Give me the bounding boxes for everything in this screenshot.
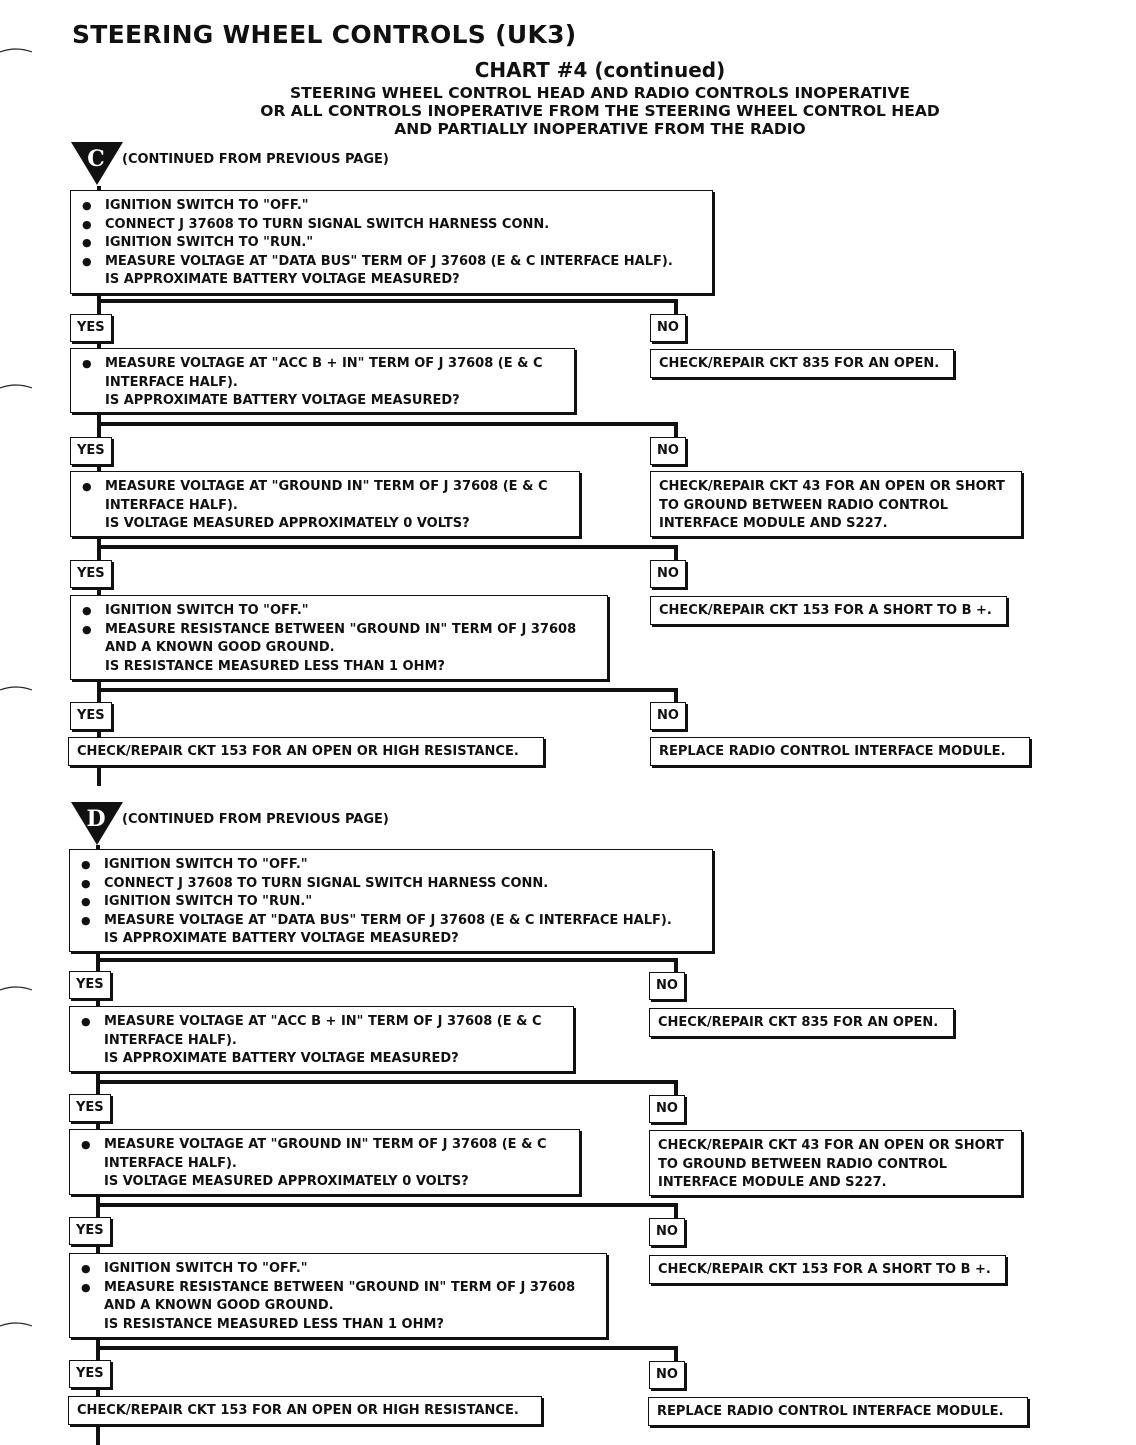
step-question: IS RESISTANCE MEASURED LESS THAN 1 OHM? bbox=[104, 1316, 444, 1332]
branch-connector bbox=[97, 688, 678, 692]
step-bullet: ● MEASURE RESISTANCE BETWEEN "GROUND IN" TERM OF J 37608 AND A KNOWN GOOD GROUND. bbox=[78, 1279, 598, 1316]
branch-connector bbox=[96, 958, 678, 962]
step-bullet: ● IGNITION SWITCH TO "OFF." bbox=[79, 602, 599, 621]
step-box-3 bbox=[69, 1129, 580, 1195]
step-box-2 bbox=[69, 1006, 574, 1072]
step-bullet: ● MEASURE RESISTANCE BETWEEN "GROUND IN" TERM OF J 37608 AND A KNOWN GOOD GROUND. bbox=[79, 621, 599, 658]
yes-label: YES bbox=[69, 1094, 111, 1122]
step-question: IS APPROXIMATE BATTERY VOLTAGE MEASURED? bbox=[105, 272, 460, 287]
no-label: NO bbox=[649, 1095, 685, 1123]
page-title: STEERING WHEEL CONTROLS (UK3) bbox=[72, 20, 577, 49]
branch-connector bbox=[97, 299, 678, 303]
branch-connector bbox=[96, 1203, 678, 1207]
step-box-3 bbox=[70, 471, 580, 537]
step-question: IS VOLTAGE MEASURED APPROXIMATELY 0 VOLTS? bbox=[104, 1174, 469, 1189]
yes-label: YES bbox=[70, 702, 112, 730]
step-question: IS APPROXIMATE BATTERY VOLTAGE MEASURED? bbox=[104, 1051, 459, 1066]
continued-note: (CONTINUED FROM PREVIOUS PAGE) bbox=[122, 152, 389, 167]
result-yes-final-box: CHECK/REPAIR CKT 153 FOR AN OPEN OR HIGH RESISTANCE. bbox=[68, 1396, 542, 1425]
step-bullet: ● IGNITION SWITCH TO "OFF." bbox=[78, 856, 704, 875]
chart-subtitle-line-3: AND PARTIALLY INOPERATIVE FROM THE RADIO bbox=[394, 120, 806, 138]
result-yes-final-box: CHECK/REPAIR CKT 153 FOR AN OPEN OR HIGH RESISTANCE. bbox=[68, 737, 544, 766]
result-no-box: CHECK/REPAIR CKT 153 FOR A SHORT TO B +. bbox=[650, 596, 1007, 625]
step-question: IS APPROXIMATE BATTERY VOLTAGE MEASURED? bbox=[104, 931, 459, 946]
no-label: NO bbox=[649, 1361, 685, 1389]
chart-subtitle-line-2: OR ALL CONTROLS INOPERATIVE FROM THE STEERING WHEEL CONTROL HEAD bbox=[260, 102, 940, 120]
step-box-4 bbox=[69, 1253, 607, 1338]
step-bullet: ● MEASURE VOLTAGE AT "DATA BUS" TERM OF J 37608 (E & C INTERFACE HALF). bbox=[78, 912, 704, 931]
step-bullet: ● IGNITION SWITCH TO "RUN." bbox=[78, 893, 704, 912]
step-question: IS VOLTAGE MEASURED APPROXIMATELY 0 VOLTS? bbox=[105, 516, 470, 531]
result-no-final-box: REPLACE RADIO CONTROL INTERFACE MODULE. bbox=[650, 737, 1030, 766]
result-no-box: CHECK/REPAIR CKT 153 FOR A SHORT TO B +. bbox=[649, 1255, 1006, 1284]
yes-label: YES bbox=[69, 1360, 111, 1388]
yes-label: YES bbox=[70, 314, 112, 342]
yes-label: YES bbox=[70, 560, 112, 588]
section-marker-triangle-icon bbox=[70, 800, 124, 846]
binder-hole-mark bbox=[0, 684, 34, 694]
branch-connector bbox=[97, 422, 678, 426]
step-bullet: ● MEASURE VOLTAGE AT "ACC B + IN" TERM OF J 37608 (E & C INTERFACE HALF). bbox=[78, 1013, 565, 1050]
result-no-box: CHECK/REPAIR CKT 43 FOR AN OPEN OR SHORT TO GROUND BETWEEN RADIO CONTROL INTERFACE MODULE AND S227. bbox=[649, 1130, 1022, 1196]
no-label: NO bbox=[649, 1218, 685, 1246]
section-marker-letter: C bbox=[87, 146, 105, 172]
step-box-1 bbox=[69, 849, 713, 952]
binder-hole-mark bbox=[0, 984, 34, 994]
no-label: NO bbox=[650, 437, 686, 465]
yes-label: YES bbox=[69, 1217, 111, 1245]
step-bullet: ● IGNITION SWITCH TO "OFF." bbox=[78, 1260, 598, 1279]
no-label: NO bbox=[650, 560, 686, 588]
continued-note: (CONTINUED FROM PREVIOUS PAGE) bbox=[122, 812, 389, 827]
result-no-box: CHECK/REPAIR CKT 43 FOR AN OPEN OR SHORT TO GROUND BETWEEN RADIO CONTROL INTERFACE MODULE AND S227. bbox=[650, 471, 1022, 537]
binder-hole-mark bbox=[0, 46, 34, 56]
chart-subtitle-line-1: STEERING WHEEL CONTROL HEAD AND RADIO CONTROLS INOPERATIVE bbox=[289, 84, 911, 102]
step-box-1 bbox=[70, 190, 713, 294]
chart-title: CHART #4 (continued) bbox=[474, 58, 726, 82]
no-label: NO bbox=[650, 314, 686, 342]
yes-label: YES bbox=[70, 437, 112, 465]
step-bullet: ● MEASURE VOLTAGE AT "GROUND IN" TERM OF J 37608 (E & C INTERFACE HALF). bbox=[79, 478, 571, 515]
branch-connector bbox=[96, 1346, 678, 1350]
step-bullet: ● CONNECT J 37608 TO TURN SIGNAL SWITCH HARNESS CONN. bbox=[79, 216, 704, 235]
step-bullet: ● IGNITION SWITCH TO "OFF." bbox=[79, 197, 704, 216]
step-bullet: ● MEASURE VOLTAGE AT "DATA BUS" TERM OF J 37608 (E & C INTERFACE HALF). bbox=[79, 253, 704, 272]
step-bullet: ● CONNECT J 37608 TO TURN SIGNAL SWITCH HARNESS CONN. bbox=[78, 875, 704, 894]
result-no-final-box: REPLACE RADIO CONTROL INTERFACE MODULE. bbox=[648, 1397, 1028, 1426]
step-question: IS RESISTANCE MEASURED LESS THAN 1 OHM? bbox=[105, 658, 445, 674]
step-bullet: ● MEASURE VOLTAGE AT "GROUND IN" TERM OF J 37608 (E & C INTERFACE HALF). bbox=[78, 1136, 571, 1173]
binder-hole-mark bbox=[0, 1320, 34, 1330]
binder-hole-mark bbox=[0, 382, 34, 392]
result-no-box: CHECK/REPAIR CKT 835 FOR AN OPEN. bbox=[650, 349, 954, 378]
result-no-box: CHECK/REPAIR CKT 835 FOR AN OPEN. bbox=[649, 1008, 954, 1037]
step-bullet: ● MEASURE VOLTAGE AT "ACC B + IN" TERM OF J 37608 (E & C INTERFACE HALF). bbox=[79, 355, 566, 392]
branch-connector bbox=[96, 1080, 678, 1084]
section-marker-triangle-icon bbox=[70, 140, 124, 186]
no-label: NO bbox=[650, 702, 686, 730]
yes-label: YES bbox=[69, 971, 111, 999]
step-box-4 bbox=[70, 595, 608, 680]
section-marker-letter: D bbox=[86, 806, 106, 832]
branch-connector bbox=[97, 545, 678, 549]
no-label: NO bbox=[649, 972, 685, 1000]
step-bullet: ● IGNITION SWITCH TO "RUN." bbox=[79, 234, 704, 253]
step-question: IS APPROXIMATE BATTERY VOLTAGE MEASURED? bbox=[105, 393, 460, 408]
step-box-2 bbox=[70, 348, 575, 413]
